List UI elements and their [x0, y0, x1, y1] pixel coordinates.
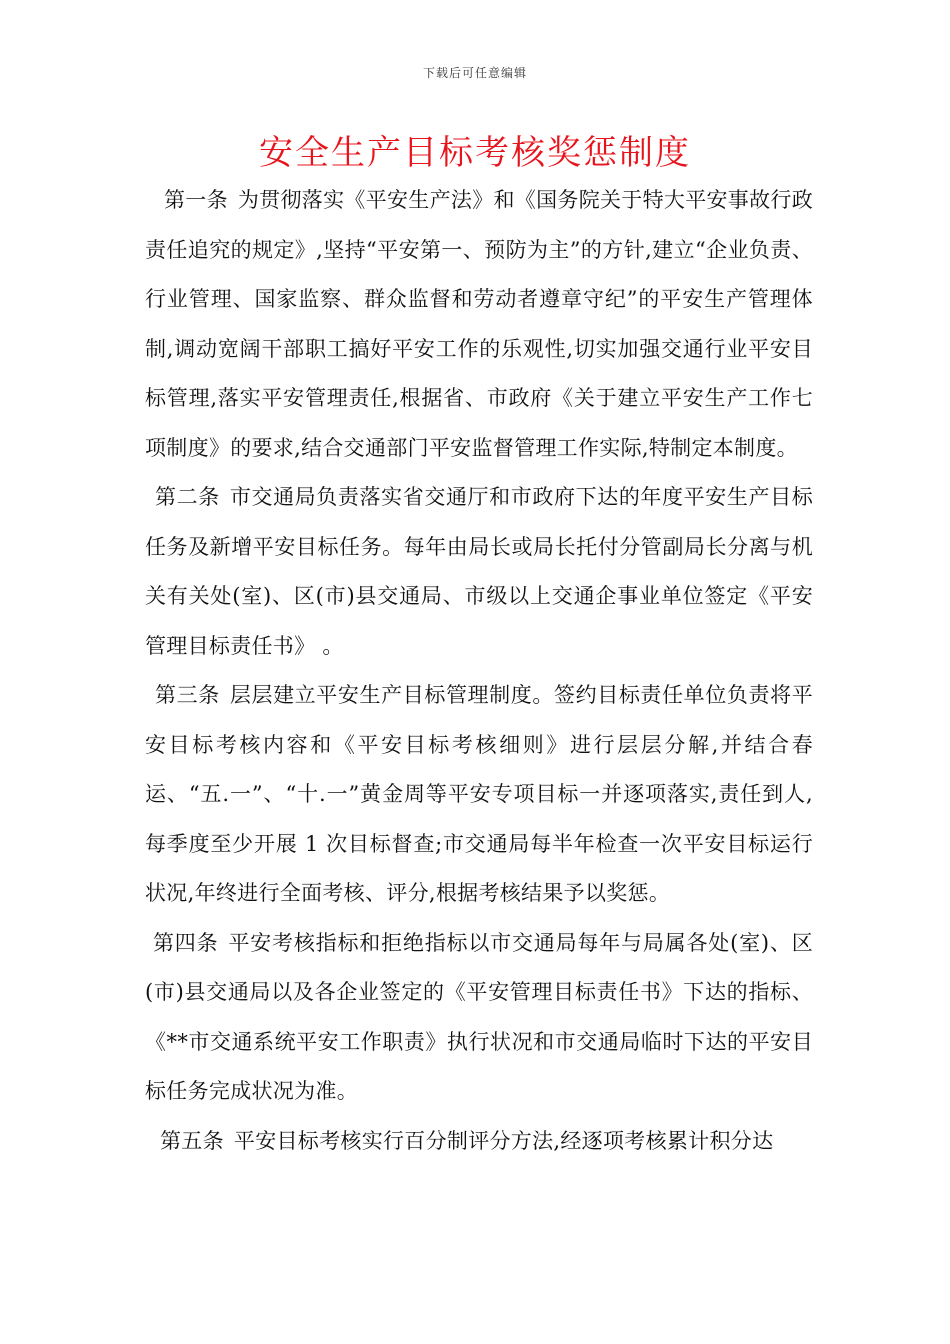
article-2-text: 市交通局负责落实省交通厅和市政府下达的年度平安生产目标任务及新增平安目标任务。每年由局长或局长托付分管副局长分离与机关有关处(室)、区(市)县交通局、市级以上交通企事业单位签定《平安管理目标责任书》 。 — [145, 485, 813, 658]
article-4-text: 平安考核指标和拒绝指标以市交通局每年与局属各处(室)、区(市)县交通局以及各企业签定的《平安管理目标责任书》下达的指标、《**市交通系统平安工作职责》执行状况和市交通局临时下达的平安目标任务完成状况为准。 — [145, 930, 813, 1103]
document-title: 安全生产目标考核奖惩制度 — [259, 133, 691, 173]
article-5-text: 平安目标考核实行百分制评分方法,经逐项考核累计积分达 — [233, 1128, 774, 1153]
article-1-text: 为贯彻落实《平安生产法》和《国务院关于特大平安事故行政责任追究的规定》,坚持“平安第一、预防为主”的方针,建立“企业负责、行业管理、国家监察、群众监督和劳动者遵章守纪”的平安生产管理体制,调动宽阔干部职工搞好平安工作的乐观性,切实加强交通行业平安目标管理,落实平安管理责任,根据省、市政府《关于建立平安生产工作七项制度》的要求,结合交通部门平安监督管理工作实际,特制定本制度。 — [145, 188, 814, 460]
article-4 — [145, 919, 813, 1117]
article-2-label: 第二条 — [155, 485, 220, 509]
document-body — [145, 176, 813, 1166]
article-5 — [145, 1117, 813, 1167]
article-5-label: 第五条 — [160, 1128, 224, 1153]
article-4-label: 第四条 — [153, 930, 219, 955]
article-2 — [145, 473, 813, 671]
article-1-label: 第一条 — [164, 188, 228, 212]
article-3 — [145, 671, 813, 919]
article-3-label: 第三条 — [155, 683, 220, 707]
article-1 — [145, 176, 813, 473]
header-note: 下载后可任意编辑 — [422, 66, 527, 80]
article-3-text: 层层建立平安生产目标管理制度。签约目标责任单位负责将平安目标考核内容和《平安目标考核细则》进行层层分解,并结合春运、“五.一”、“十.一”黄金周等平安专项目标一并逐项落实,责任到人,每季度至少开展 1 次目标督查;市交通局每半年检查一次平安目标运行状况,年终进行全面考核、评分,根据考核结果予以奖惩。 — [145, 683, 813, 905]
